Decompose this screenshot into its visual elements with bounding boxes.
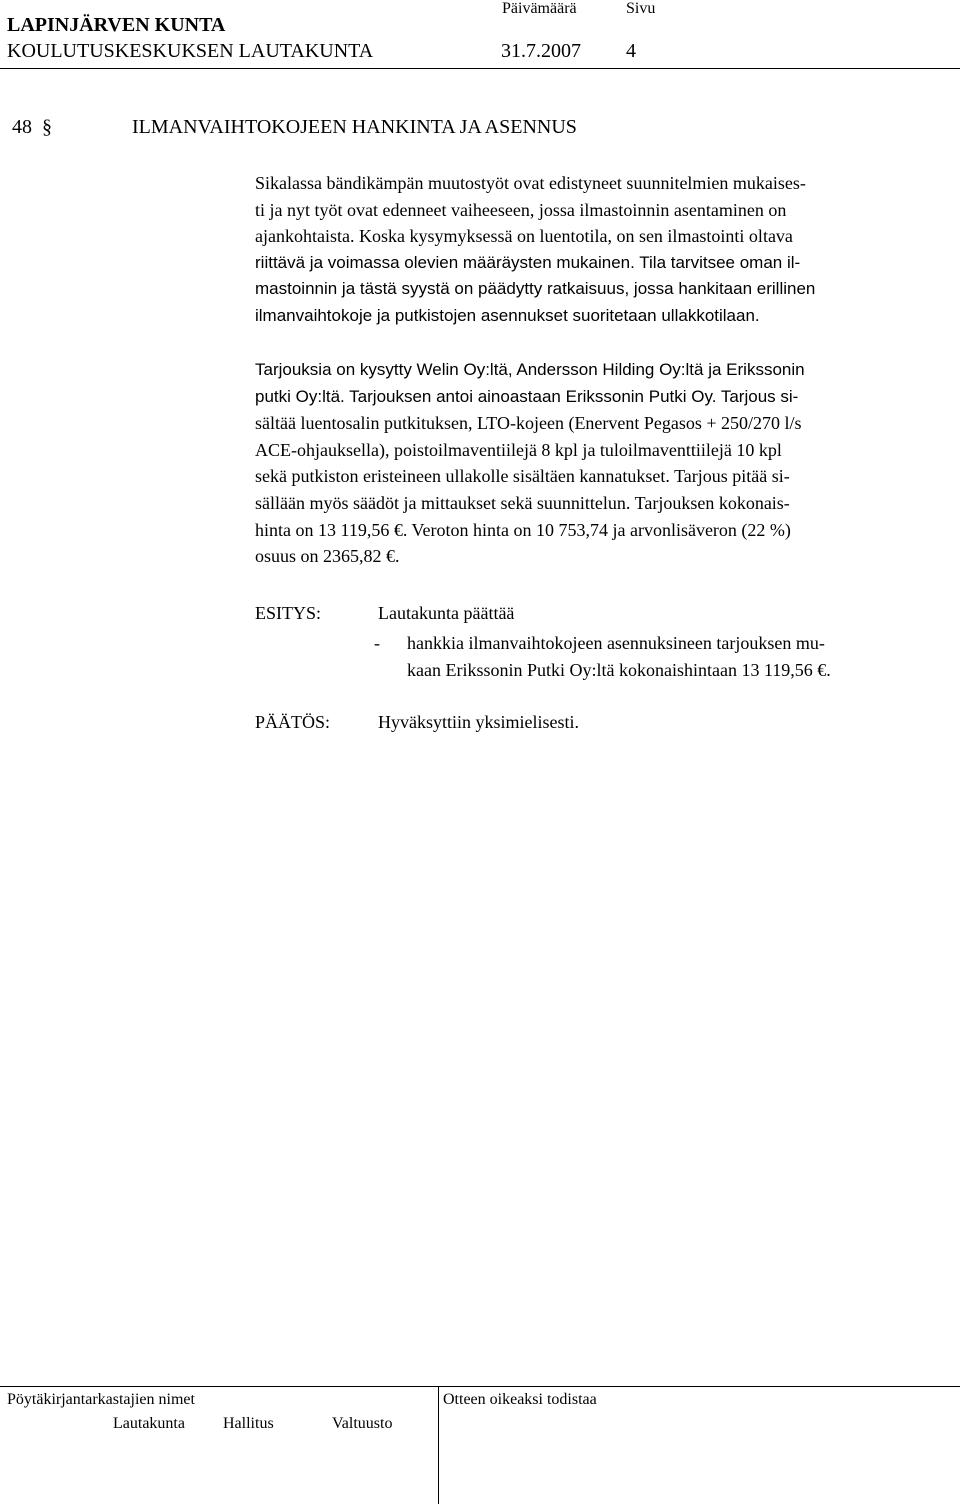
paragraph-line: hinta on 13 119,56 €. Veroton hinta on 10 753,74 ja arvonlisäveron (22 %) xyxy=(255,519,791,540)
section-title: ILMANVAIHTOKOJEEN HANKINTA JA ASENNUS xyxy=(132,116,577,138)
organization-name: LAPINJÄRVEN KUNTA xyxy=(7,14,226,36)
footer-divider xyxy=(0,1386,960,1387)
meeting-date: 31.7.2007 xyxy=(501,40,581,62)
date-label: Päivämäärä xyxy=(502,0,577,17)
proposal-label: ESITYS: xyxy=(255,603,322,623)
paragraph-line: osuus on 2365,82 €. xyxy=(255,546,400,567)
footer-column-divider xyxy=(438,1386,439,1504)
paragraph-line: Tarjouksia on kysytty Welin Oy:ltä, Andersson Hilding Oy:ltä ja Erikssonin xyxy=(255,360,805,379)
paragraph-line: sällään myös säädöt ja mittaukset sekä suunnittelun. Tarjouksen kokonais- xyxy=(255,492,790,513)
paragraph-line: riittävä ja voimassa olevien määräysten mukainen. Tila tarvitsee oman il- xyxy=(255,252,801,272)
paragraph-line: ACE-ohjauksella), poistoilmaventiilejä 8 kpl ja tuloilmaventtiilejä 10 kpl xyxy=(255,439,782,460)
paragraph-background xyxy=(255,170,815,330)
decision-label: PÄÄTÖS: xyxy=(255,712,331,732)
paragraph-line: sältää luentosalin putkituksen, LTO-kojeen (Enervent Pegasos + 250/270 l/s xyxy=(255,413,802,434)
paragraph-line: ajankohtaista. Koska kysymyksessä on luentotila, on sen ilmastointi oltava xyxy=(255,226,793,247)
checkers-label: Pöytäkirjantarkastajien nimet xyxy=(7,1391,195,1408)
page-label: Sivu xyxy=(626,0,656,17)
paragraph-offers xyxy=(255,357,805,570)
header-divider xyxy=(0,68,960,69)
decision-text: Hyväksyttiin yksimielisesti. xyxy=(378,712,579,732)
section-number: 48 xyxy=(12,116,32,138)
footer-body-government: Hallitus xyxy=(223,1415,274,1432)
paragraph-line: putki Oy:ltä. Tarjouksen antoi ainoastaan Erikssonin Putki Oy. Tarjous si- xyxy=(255,386,799,406)
paragraph-line: mastoinnin ja tästä syystä on päädytty ratkaisuus, jossa hankitaan erillinen xyxy=(255,279,816,299)
proposal-dash: - xyxy=(374,633,380,653)
paragraph-line: sekä putkiston eristeineen ullakolle sisältäen kannatukset. Tarjous pitää si- xyxy=(255,466,790,487)
proposal-item-line: kaan Erikssonin Putki Oy:ltä kokonaishintaan 13 119,56 €. xyxy=(407,660,831,680)
section-sign: § xyxy=(42,116,52,138)
proposal-item-line: hankkia ilmanvaihtokojeen asennuksineen tarjouksen mu- xyxy=(407,633,825,653)
footer-body-board: Lautakunta xyxy=(113,1415,185,1432)
proposal-item xyxy=(407,630,831,684)
paragraph-line: Sikalassa bändikämpän muutostyöt ovat edistyneet suunnitelmien mukaises- xyxy=(255,173,806,193)
board-name: KOULUTUSKESKUKSEN LAUTAKUNTA xyxy=(7,40,374,62)
footer-body-council: Valtuusto xyxy=(332,1415,393,1432)
page-number: 4 xyxy=(626,40,636,62)
certify-label: Otteen oikeaksi todistaa xyxy=(443,1391,597,1408)
proposal-text: Lautakunta päättää xyxy=(378,603,515,623)
paragraph-line: ilmanvaihtokoje ja putkistojen asennukset suoritetaan ullakkotilaan. xyxy=(255,305,760,325)
paragraph-line: ti ja nyt työt ovat edenneet vaiheeseen, jossa ilmastoinnin asentaminen on xyxy=(255,199,787,220)
